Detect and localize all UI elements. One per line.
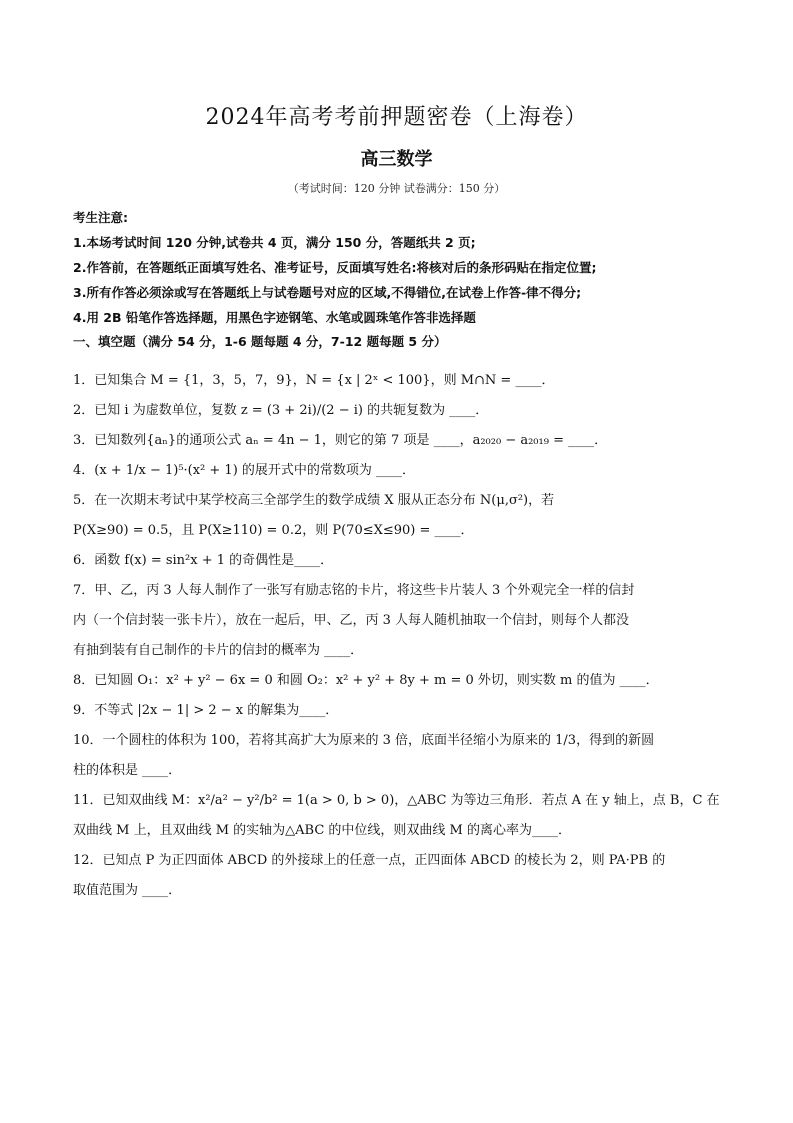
question-line: P(X≥90) = 0.5，且 P(X≥110) = 0.2，则 P(70≤X≤90) = ____． — [73, 523, 474, 538]
question-line: 10．一个圆柱的体积为 100，若将其高扩大为原来的 3 倍，底面半径缩小为原来的 1/3，得到的新圆 — [73, 733, 655, 748]
candidate-notes — [73, 205, 733, 330]
exam-info: （考试时间：120 分钟 试卷满分：150 分） — [287, 182, 506, 195]
note-item: 2.作答前，在答题纸正面填写姓名、准考证号，反面填写姓名:将核对后的条形码贴在指定位置; — [73, 260, 597, 275]
question-line: 1．已知集合 M = {1，3，5，7，9}，N = {x | 2ˣ < 100}，则 M∩N = ____． — [73, 373, 555, 388]
section-heading: 一、填空题（满分 54 分，1-6 题每题 4 分，7-12 题每题 5 分） — [73, 334, 447, 349]
question-line: 8．已知圆 O₁：x² + y² − 6x = 0 和圆 O₂：x² + y² + 8y + m = 0 外切，则实数 m 的值为 ____． — [73, 673, 659, 688]
question-line: 4．(x + 1/x − 1)⁵·(x² + 1) 的展开式中的常数项为 ____． — [73, 463, 416, 478]
question-line: 9．不等式 |2x − 1| > 2 − x 的解集为____． — [73, 703, 339, 718]
question-line: 2．已知 i 为虚数单位，复数 z = (3 + 2i)/(2 − i) 的共轭复数为 ____． — [73, 403, 489, 418]
question-line: 11．已知双曲线 M：x²/a² − y²/b² = 1(a > 0, b > 0)，△ABC 为等边三角形．若点 A 在 y 轴上，点 B，C 在 — [73, 793, 720, 808]
question-list — [73, 366, 723, 906]
note-item: 3.所有作答必须涂或写在答题纸上与试卷题号对应的区域,不得错位,在试卷上作答-律不得分; — [73, 285, 582, 300]
question-line: 5．在一次期末考试中某学校高三全部学生的数学成绩 X 服从正态分布 N(μ,σ²)，若 — [73, 493, 555, 508]
question-line: 12．已知点 P 为正四面体 ABCD 的外接球上的任意一点，正四面体 ABCD 的棱长为 2，则 PA·PB 的 — [73, 853, 666, 868]
page-title: 2024年高考考前押题密卷（上海卷） — [205, 105, 588, 130]
question-line: 3．已知数列{aₙ}的通项公式 aₙ = 4n − 1，则它的第 7 项是 ____，a₂₀₂₀ − a₂₀₁₉ = ____． — [73, 433, 608, 448]
question-line: 柱的体积是 ____． — [73, 763, 182, 778]
question-line: 7．甲、乙，丙 3 人每人制作了一张写有励志铭的卡片，将这些卡片装人 3 个外观完全一样的信封 — [73, 583, 635, 598]
question-line: 6．函数 f(x) = sin²x + 1 的奇偶性是____． — [73, 553, 334, 568]
notes-heading: 考生注意: — [73, 210, 128, 225]
question-line: 有抽到装有自己制作的卡片的信封的概率为 ____． — [73, 643, 364, 658]
question-line: 双曲线 M 上，且双曲线 M 的实轴为△ABC 的中位线，则双曲线 M 的离心率为____． — [73, 823, 571, 838]
note-item: 4.用 2B 铅笔作答选择题，用黑色字迹钢笔、水笔或圆珠笔作答非选择题 — [73, 310, 476, 325]
note-item: 1.本场考试时间 120 分钟,试卷共 4 页，满分 150 分，答题纸共 2 页; — [73, 235, 476, 250]
question-line: 内（一个信封装一张卡片），放在一起后，甲、乙，丙 3 人每人随机抽取一个信封，则每个人都没 — [73, 613, 630, 628]
question-line: 取值范围为 ____． — [73, 883, 182, 898]
subject-title: 高三数学 — [360, 149, 433, 170]
